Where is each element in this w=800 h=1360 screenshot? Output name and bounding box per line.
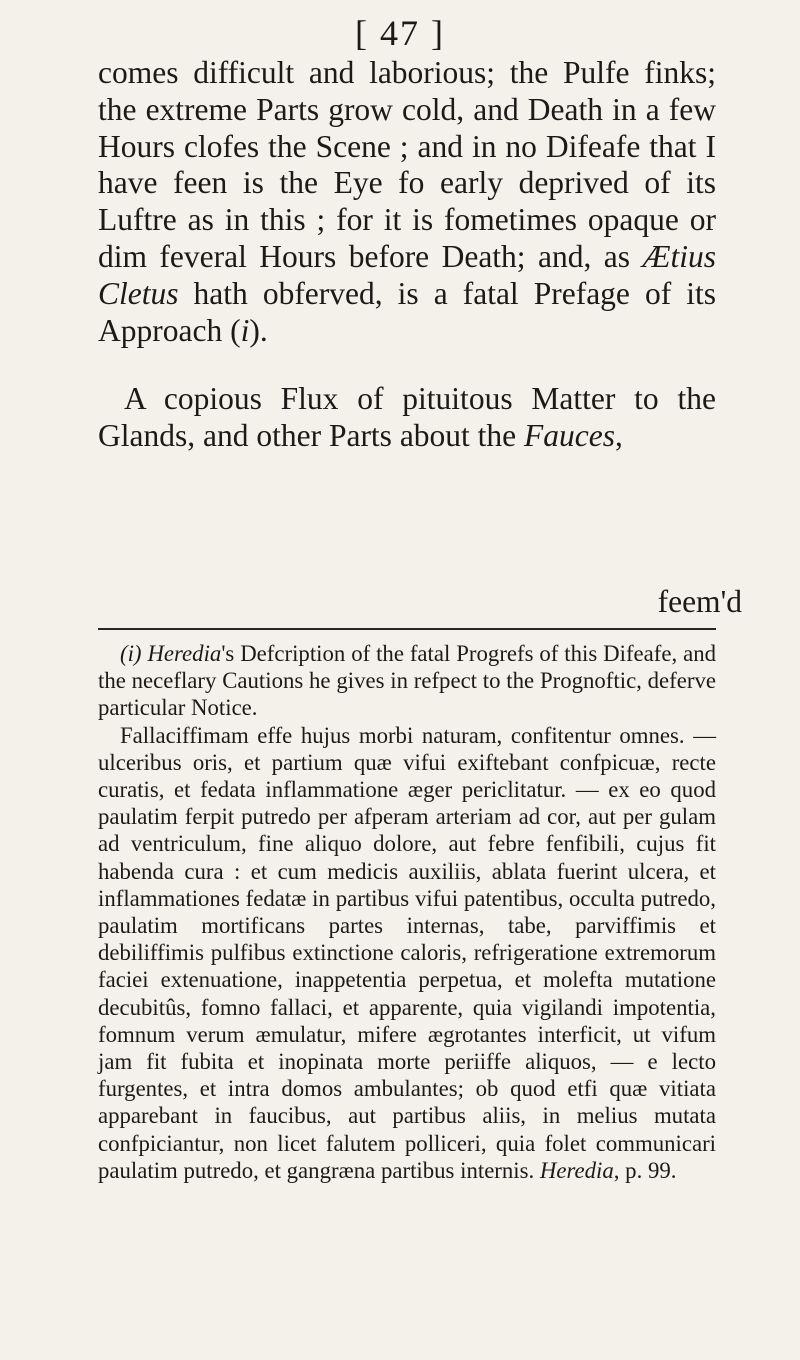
footnote-marker: (i) (120, 641, 142, 666)
paragraph-1-text-c: ). (249, 312, 268, 348)
footnote-divider (98, 628, 716, 630)
author-name-aetius-cletus: Ætius Cletus (98, 238, 716, 311)
footnote-intro (98, 640, 716, 722)
paragraph-1-text-a: comes difficult and laborious; the Pulfe finks; the extreme Parts grow cold, and Death in a few Hours clofes the Scene ; and in no Difeafe that I have feen is the Eye fo early deprived of its Luftre as in this ; for it is fometimes opaque or dim feveral Hours before Death; and, as (98, 55, 716, 274)
footnote (98, 640, 716, 1184)
footnote-reference: i (240, 312, 250, 348)
footnote-latin-text: Fallaciffimam effe hujus morbi naturam, confitentur omnes. —ulceribus oris, et partium quæ vifui exiftebant confpicuæ, recte curatis, et fedata inflammatione æger periclitatur. — ex eo quod paulatim ferpit putredo per afperam arteriam ad cor, aut per gulam ad ventriculum, fine aliquo dolore, aut febre fenfibili, cujus fit habenda cura : et cum medicis auxiliis, ablata fuerint ulcera, et inflammationes fedatæ in partibus vifui patentibus, occulta putredo, paulatim mortificans partes internas, tabe, parviffimis et debiliffimis pulfibus extinctione caloris, refrigeratione extremorum faciei extenuatione, inappetentia perpetua, et molefta mutatione decubitûs, fomno fallaci, et apparente, quia vigilandi impotentia, fomnum verum æmulatur, mifere ægrotantes interficit, ut vifum jam fit fubita et inopinata morte periiffe aliquos, — e lecto furgentes, et intra domos ambulantes; ob quod etfi quæ vitiata apparebant in faucibus, aut partibus aliis, in melius mutata confpiciantur, non licet falutem polliceri, quia folet communicari paulatim putredo, et gangræna partibus internis. (98, 722, 716, 1183)
main-text (98, 55, 716, 455)
footnote-intro-text: 's Defcription of the fatal Progrefs of this Difeafe, and the neceflary Cautions he gives in refpect to the Prognoftic, deferve particular Notice. (98, 641, 717, 721)
catchword: feem'd (657, 584, 742, 619)
footnote-author: Heredia (147, 641, 222, 666)
paragraph-2 (98, 381, 716, 455)
paragraph-1 (98, 55, 716, 349)
paragraph-1-text-b: hath obferved, is a fatal Prefage of its Approach ( (98, 275, 716, 348)
paragraph-2-text-a: A copious Flux of pituitous Matter to the Glands, and other Parts about the (98, 381, 716, 454)
term-fauces: Fauces (524, 418, 616, 454)
footnote-citation-author: Heredia (539, 1157, 614, 1183)
footnote-citation-page: , p. 99. (613, 1157, 677, 1183)
page-number: [ 47 ] (355, 13, 445, 53)
paragraph-2-text-b: , (615, 418, 623, 454)
footnote-latin-quote (98, 722, 716, 1184)
